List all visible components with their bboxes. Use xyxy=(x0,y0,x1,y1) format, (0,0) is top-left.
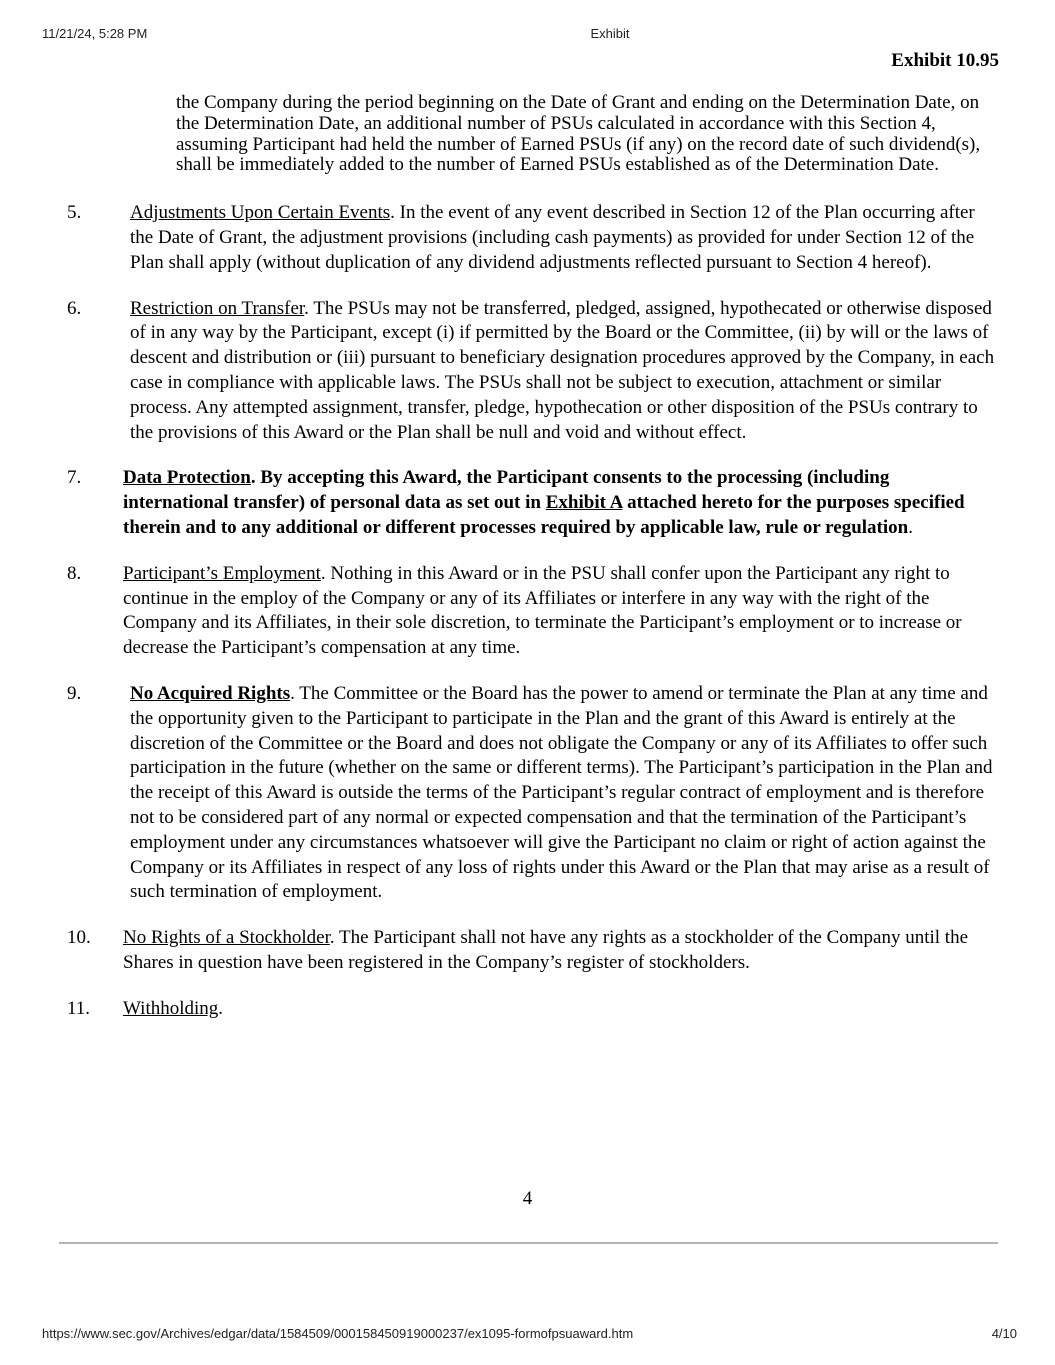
section-title: Participant’s Employment xyxy=(123,562,321,584)
page-number: 4 xyxy=(522,1188,533,1209)
document-body xyxy=(0,93,1055,1022)
section-text: . By accepting this Award, the Participant consents to the processing (including international transfer) of personal data as set out in xyxy=(123,467,890,514)
section-title: No Acquired Rights xyxy=(130,682,291,704)
section-title: Data Protection xyxy=(123,467,251,489)
section-text: . Nothing in this Award or in the PSU shall confer upon the Participant any right to continue in the employ of the Company or any of its Affiliates or interfere in any way with the right of the Company and its Affiliates, in their sole discretion, to terminate the Participant’s employment or to increase or decrease the Participant’s compensation at any time. xyxy=(123,562,962,659)
section-text: . The Committee or the Board has the power to amend or terminate the Plan at any time and the opportunity given to the Participant to participate in the Plan and the grant of this Award is entirely at the discretion of the Committee or the Board and does not obligate the Company or any of its Affiliates to offer such participation in the future (whether on the same or different terms). The Participant’s participation in the Plan and the receipt of this Award is outside the terms of the Participant’s regular contract of employment and is therefore not to be considered part of any normal or expected compensation and that the termination of the Participant’s employment under any circumstances whatsoever will give the Participant no claim or right of action against the Company or its Affiliates in respect of any loss of rights under this Award or the Plan that may arise as a result of such termination of employment. xyxy=(130,682,993,903)
section-11 xyxy=(0,997,1055,1022)
exhibit-label: Exhibit 10.95 xyxy=(891,50,999,71)
section-9 xyxy=(0,682,1055,905)
section-body xyxy=(123,997,999,1022)
section-number: 5. xyxy=(67,202,82,224)
section-text-cont: attached hereto for the purposes specified therein and to any additional or different processes required by applicable law, rule or regulation xyxy=(123,492,965,538)
section-6 xyxy=(0,297,1055,446)
section-text: . xyxy=(218,997,224,1019)
section-body xyxy=(130,201,999,275)
section-number: 9. xyxy=(67,682,82,704)
section-title: Restriction on Transfer xyxy=(130,297,305,319)
page-divider xyxy=(59,1242,998,1244)
print-page-title: Exhibit xyxy=(590,26,630,41)
continuation-paragraph: the Company during the period beginning on the Date of Grant and ending on the Determination Date, on the Determination Date, an additional number of PSUs calculated in accordance with this Section 4, assuming Participant had held the number of Earned PSUs (if any) on the record date of such dividend(s), shall be immediately added to the number of Earned PSUs established as of the Determination Date. xyxy=(176,92,981,176)
section-7 xyxy=(0,466,1055,540)
section-number: 6. xyxy=(67,297,82,319)
section-body xyxy=(130,682,999,905)
print-datetime: 11/21/24, 5:28 PM xyxy=(42,26,148,41)
section-title: No Rights of a Stockholder xyxy=(123,927,330,949)
section-title: Adjustments Upon Certain Events xyxy=(130,202,391,224)
section-text: . The PSUs may not be transferred, pledged, assigned, hypothecated or otherwise disposed of in any way by the Participant, except (i) if permitted by the Board or the Committee, (ii) by will or the laws of descent and distribution or (iii) pursuant to beneficiary designation procedures approved by the Company, in each case in compliance with applicable laws. The PSUs shall not be subject to execution, attachment or similar process. Any attempted assignment, transfer, pledge, hypothecation or other disposition of the PSUs contrary to the provisions of this Award or the Plan shall be null and void and without effect. xyxy=(130,297,995,443)
print-page-counter: 4/10 xyxy=(991,1326,1017,1341)
section-number: 7. xyxy=(67,467,82,489)
section-body xyxy=(123,466,999,540)
section-number: 8. xyxy=(67,562,82,584)
section-10 xyxy=(0,926,1055,976)
section-text-end: . xyxy=(908,516,913,538)
section-number: 11. xyxy=(67,997,91,1019)
section-8 xyxy=(0,562,1055,661)
section-text: . In the event of any event described in Section 12 of the Plan occurring after the Date of Grant, the adjustment provisions (including cash payments) as provided for under Section 12 of the Plan shall apply (without duplication of any dividend adjustments reflected pursuant to Section 4 hereof). xyxy=(130,202,975,273)
exhibit-a-link[interactable]: Exhibit A xyxy=(545,492,623,514)
section-5 xyxy=(0,201,1055,275)
section-body xyxy=(123,926,999,976)
section-body xyxy=(130,297,999,446)
section-title: Withholding xyxy=(123,997,219,1019)
print-url: https://www.sec.gov/Archives/edgar/data/1584509/000158450919000237/ex1095-formofpsuaward.htm xyxy=(42,1326,634,1341)
section-text: . The Participant shall not have any rights as a stockholder of the Company until the Shares in question have been registered in the Company’s register of stockholders. xyxy=(123,927,969,973)
section-body xyxy=(123,562,999,661)
section-number: 10. xyxy=(67,927,91,949)
